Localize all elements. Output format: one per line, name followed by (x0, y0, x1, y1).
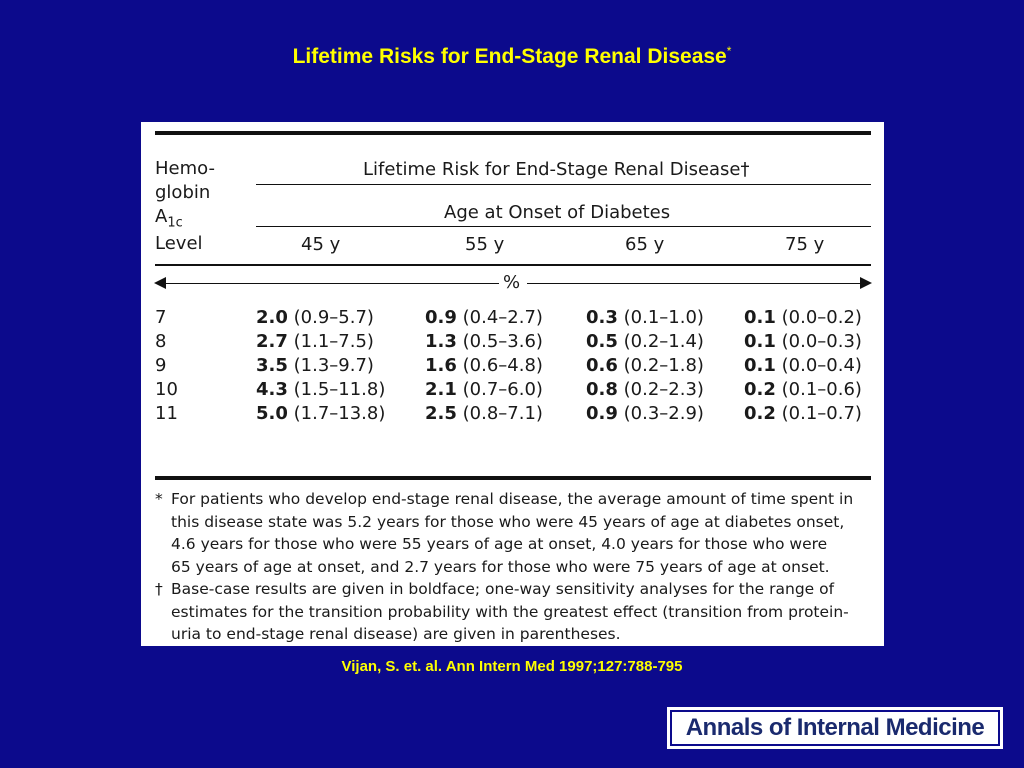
footnote-line: estimates for the transition probability with the greatest effect (transition from protein- (171, 602, 849, 621)
unit-arrow-line-left (161, 283, 499, 284)
risk-cell-45y: 5.0 (1.7–13.8) (256, 403, 386, 424)
risk-cell-65y: 0.6 (0.2–1.8) (586, 355, 704, 376)
span-header-rule (256, 184, 871, 185)
row-header-line-3 (155, 206, 183, 231)
risk-cell-55y: 2.5 (0.8–7.1) (425, 403, 543, 424)
journal-logo (667, 707, 1003, 749)
risk-cell-45y: 2.0 (0.9–5.7) (256, 307, 374, 328)
risk-cell-65y: 0.8 (0.2–2.3) (586, 379, 704, 400)
risk-cell-45y: 3.5 (1.3–9.7) (256, 355, 374, 376)
level-cell: 11 (155, 403, 178, 424)
slide-title-text: Lifetime Risks for End-Stage Renal Disease (292, 45, 727, 68)
row-header-line-4: Level (155, 233, 203, 254)
risk-cell-65y: 0.3 (0.1–1.0) (586, 307, 704, 328)
citation: Vijan, S. et. al. Ann Intern Med 1997;127:788-795 (341, 658, 683, 675)
risk-cell-55y: 0.9 (0.4–2.7) (425, 307, 543, 328)
bottom-rule (155, 476, 871, 480)
unit-arrow-line-right (527, 283, 863, 284)
risk-cell-55y: 1.3 (0.5–3.6) (425, 331, 543, 352)
risk-cell-45y: 4.3 (1.5–11.8) (256, 379, 386, 400)
slide-title (0, 44, 1024, 69)
footnote-asterisk (155, 488, 853, 578)
footnote-line: * For patients who develop end-stage renal disease, the average amount of time spent in (155, 488, 853, 511)
column-header-75: 75 y (785, 234, 825, 255)
sub-header-rule (256, 226, 871, 227)
footnote-line: 65 years of age at onset, and 2.7 years for those who were 75 years of age at onset. (171, 557, 830, 576)
risk-cell-65y: 0.9 (0.3–2.9) (586, 403, 704, 424)
row-header-subscript: 1c (167, 215, 183, 231)
footnote-line: † Base-case results are given in boldface; one-way sensitivity analyses for the range of (155, 578, 849, 601)
risk-cell-75y: 0.1 (0.0–0.3) (744, 331, 862, 352)
footnote-line: this disease state was 5.2 years for those who were 45 years of age at diabetes onset, (171, 512, 845, 531)
level-cell: 7 (155, 307, 167, 328)
column-header-55: 55 y (465, 234, 505, 255)
row-header-a: A (155, 206, 168, 227)
level-cell: 9 (155, 355, 167, 376)
level-cell: 8 (155, 331, 167, 352)
sub-header: Age at Onset of Diabetes (444, 202, 671, 223)
footnote-mark: * (155, 490, 163, 508)
level-cell: 10 (155, 379, 178, 400)
risk-cell-45y: 2.7 (1.1–7.5) (256, 331, 374, 352)
span-header: Lifetime Risk for End-Stage Renal Disease† (363, 159, 750, 180)
footnote-mark: † (155, 580, 163, 598)
unit-label: % (503, 272, 521, 293)
footnote-line: uria to end-stage renal disease) are given in parentheses. (171, 625, 621, 643)
risk-cell-75y: 0.1 (0.0–0.4) (744, 355, 862, 376)
footnote-dagger (155, 578, 849, 646)
top-rule (155, 131, 871, 135)
arrow-right-icon (860, 277, 872, 289)
risk-cell-55y: 2.1 (0.7–6.0) (425, 379, 543, 400)
column-header-65: 65 y (625, 234, 665, 255)
risk-cell-75y: 0.2 (0.1–0.6) (744, 379, 862, 400)
column-header-45: 45 y (301, 234, 341, 255)
risk-cell-75y: 0.2 (0.1–0.7) (744, 403, 862, 424)
risk-cell-55y: 1.6 (0.6–4.8) (425, 355, 543, 376)
table-panel (141, 122, 884, 646)
risk-cell-65y: 0.5 (0.2–1.4) (586, 331, 704, 352)
footnote-line: 4.6 years for those who were 55 years of age at onset, 4.0 years for those who were (171, 535, 828, 553)
header-rule (155, 264, 871, 266)
risk-cell-75y: 0.1 (0.0–0.2) (744, 307, 862, 328)
journal-logo-text: Annals of Internal Medicine (670, 710, 1000, 746)
row-header-line-2: globin (155, 182, 211, 203)
row-header-line-1: Hemo- (155, 158, 215, 179)
title-footnote-mark: * (726, 44, 732, 58)
